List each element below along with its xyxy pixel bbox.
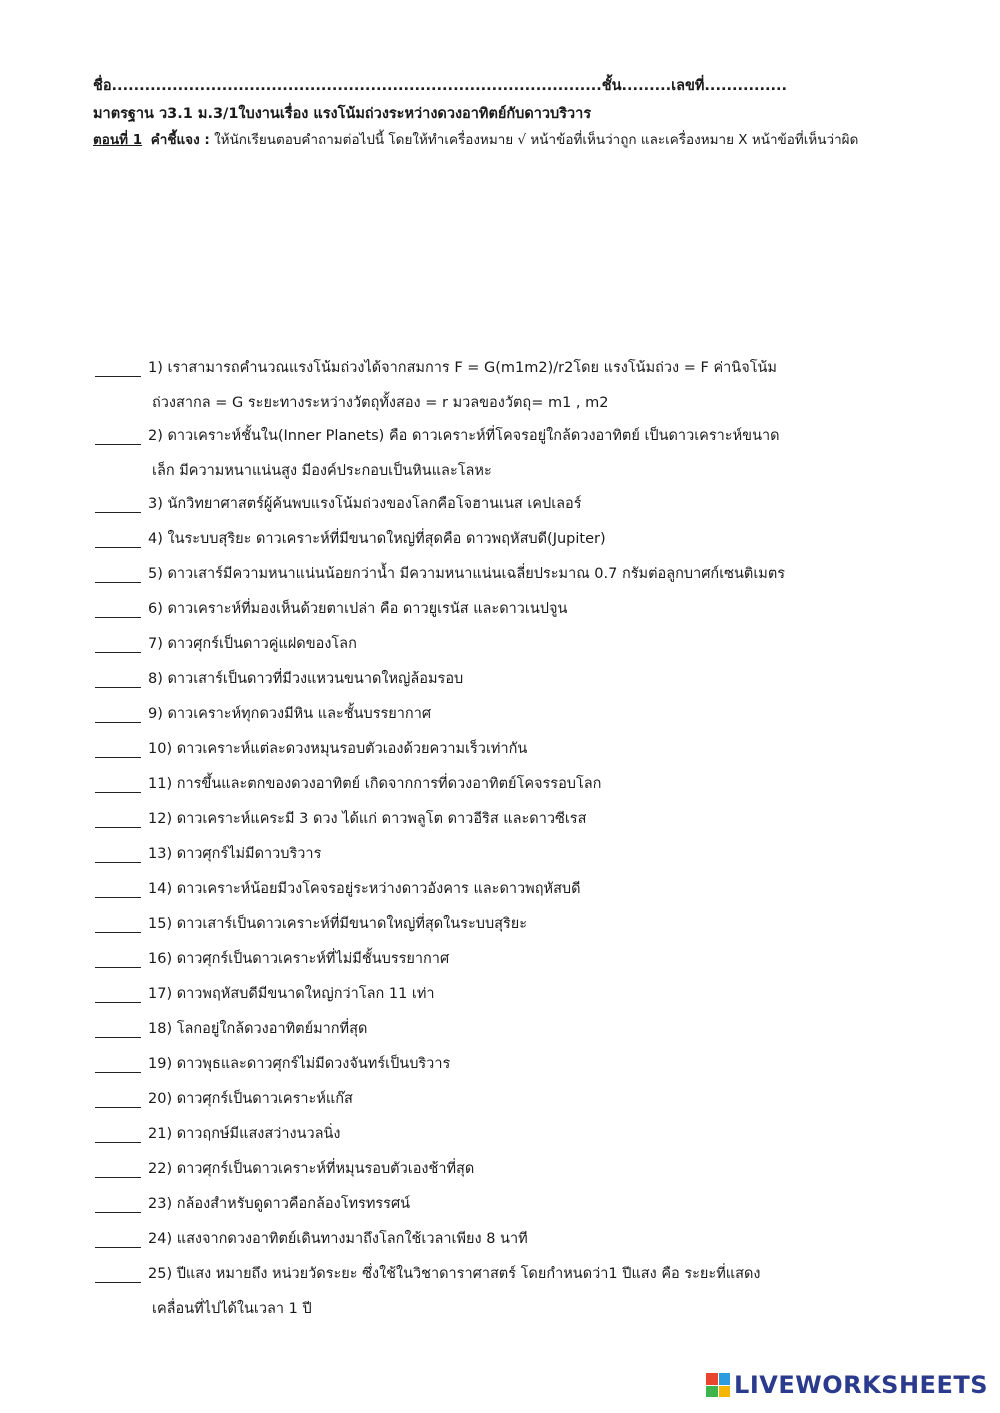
answer-blank[interactable] bbox=[95, 634, 141, 653]
answer-blank[interactable] bbox=[95, 879, 141, 898]
question-text bbox=[148, 1229, 528, 1250]
question-line: 17) ดาวพฤหัสบดีมีขนาดใหญ่กว่าโลก 11 เท่า bbox=[148, 986, 435, 1002]
question-item bbox=[95, 1159, 975, 1180]
question-line: 11) การขึ้นและตกของดวงอาทิตย์ เกิดจากการที่ดวงอาทิตย์โคจรรอบโลก bbox=[148, 776, 602, 792]
question-text bbox=[148, 426, 780, 481]
question-line: 6) ดาวเคราะห์ที่มองเห็นด้วยตาเปล่า คือ ดาวยูเรนัส และดาวเนปจูน bbox=[148, 601, 568, 617]
question-text bbox=[148, 634, 357, 655]
answer-blank[interactable] bbox=[95, 739, 141, 758]
question-item bbox=[95, 564, 975, 585]
question-line: 4) ในระบบสุริยะ ดาวเคราะห์ที่มีขนาดใหญ่ที่สุดคือ ดาวพฤหัสบดี(Jupiter) bbox=[148, 531, 606, 547]
question-text bbox=[148, 879, 581, 900]
answer-blank[interactable] bbox=[95, 984, 141, 1003]
question-line: 15) ดาวเสาร์เป็นดาวเคราะห์ที่มีขนาดใหญ่ที่สุดในระบบสุริยะ bbox=[148, 916, 528, 932]
answer-blank[interactable] bbox=[95, 774, 141, 793]
question-item bbox=[95, 984, 975, 1005]
answer-blank[interactable] bbox=[95, 669, 141, 688]
worksheet-header bbox=[93, 76, 973, 150]
question-text bbox=[148, 984, 435, 1005]
brand-text: LIVEWORKSHEETS bbox=[734, 1371, 988, 1399]
question-line-continued: เคลื่อนที่ไปได้ในเวลา 1 ปี bbox=[152, 1300, 312, 1317]
instruction-text: ให้นักเรียนตอบคำถามต่อไปนี้ โดยให้ทำเครื่องหมาย √ หน้าข้อที่เห็นว่าถูก และเครื่องหมาย X หน้าข้อที่เห็นว่าผิด bbox=[209, 132, 859, 148]
answer-blank[interactable] bbox=[95, 1159, 141, 1178]
question-text bbox=[148, 809, 586, 830]
question-text bbox=[148, 1124, 341, 1145]
question-item bbox=[95, 494, 975, 515]
question-line: 2) ดาวเคราะห์ชั้นใน(Inner Planets) คือ ดาวเคราะห์ที่โคจรอยู่ใกล้ดวงอาทิตย์ เป็นดาวเคราะห์ขนาด bbox=[148, 428, 780, 444]
question-item bbox=[95, 739, 975, 760]
question-text bbox=[148, 949, 449, 970]
question-item bbox=[95, 774, 975, 795]
answer-blank[interactable] bbox=[95, 599, 141, 618]
question-item bbox=[95, 704, 975, 725]
question-item bbox=[95, 669, 975, 690]
answer-blank[interactable] bbox=[95, 426, 141, 445]
question-line: 5) ดาวเสาร์มีความหนาแน่นน้อยกว่าน้ำ มีความหนาแน่นเฉลี่ยประมาณ 0.7 กรัมต่อลูกบาศก์เซนติเมตร bbox=[148, 566, 786, 582]
answer-blank[interactable] bbox=[95, 494, 141, 513]
answer-blank[interactable] bbox=[95, 809, 141, 828]
answer-blank[interactable] bbox=[95, 1124, 141, 1143]
logo-mark-icon bbox=[706, 1373, 730, 1397]
question-line: 12) ดาวเคราะห์แคระมี 3 ดวง ได้แก่ ดาวพลูโต ดาวอีริส และดาวซีเรส bbox=[148, 811, 587, 827]
answer-blank[interactable] bbox=[95, 704, 141, 723]
question-text bbox=[148, 1054, 450, 1075]
logo-square-3 bbox=[706, 1386, 718, 1398]
worksheet-title: มาตรฐาน ว3.1 ม.3/1ใบงานเรื่อง แรงโน้มถ่วงระหว่างดวงอาทิตย์กับดาวบริวาร bbox=[93, 106, 592, 122]
question-item bbox=[95, 634, 975, 655]
logo-square-2 bbox=[719, 1373, 731, 1385]
question-line: 9) ดาวเคราะห์ทุกดวงมีหิน และชั้นบรรยากาศ bbox=[148, 706, 432, 722]
question-item bbox=[95, 844, 975, 865]
question-line: 3) นักวิทยาศาสตร์ผู้ค้นพบแรงโน้มถ่วงของโลกคือโจฮานเนส เคปเลอร์ bbox=[148, 496, 582, 512]
question-line: 13) ดาวศุกร์ไม่มีดาวบริวาร bbox=[148, 846, 322, 862]
liveworksheets-logo bbox=[706, 1371, 988, 1399]
question-item bbox=[95, 1124, 975, 1145]
question-text bbox=[148, 1194, 410, 1215]
question-line: 25) ปีแสง หมายถึง หน่วยวัดระยะ ซึ่งใช้ในวิชาดาราศาสตร์ โดยกำหนดว่า1 ปีแสง คือ ระยะที่แสดง bbox=[148, 1266, 761, 1282]
answer-blank[interactable] bbox=[95, 529, 141, 548]
question-text bbox=[148, 1089, 353, 1110]
answer-blank[interactable] bbox=[95, 914, 141, 933]
question-line: 1) เราสามารถคำนวณแรงโน้มถ่วงได้จากสมการ F = G(m1m2)/r2โดย แรงโน้มถ่วง = F ค่านิจโน้ม bbox=[148, 360, 777, 376]
question-item bbox=[95, 529, 975, 550]
answer-blank[interactable] bbox=[95, 1264, 141, 1283]
question-line: 19) ดาวพุธและดาวศุกร์ไม่มีดวงจันทร์เป็นบริวาร bbox=[148, 1056, 451, 1072]
question-text bbox=[148, 844, 321, 865]
instruction-label: คำชี้แจง : bbox=[150, 132, 210, 148]
question-text bbox=[148, 358, 777, 413]
question-text bbox=[148, 599, 567, 620]
question-text bbox=[148, 1264, 760, 1319]
question-line: 7) ดาวศุกร์เป็นดาวคู่แฝดของโลก bbox=[148, 636, 357, 652]
question-line: 24) แสงจากดวงอาทิตย์เดินทางมาถึงโลกใช้เวลาเพียง 8 นาที bbox=[148, 1231, 528, 1247]
question-item bbox=[95, 1054, 975, 1075]
answer-blank[interactable] bbox=[95, 1054, 141, 1073]
question-item bbox=[95, 358, 975, 413]
answer-blank[interactable] bbox=[95, 1019, 141, 1038]
logo-square-4 bbox=[719, 1386, 731, 1398]
question-text bbox=[148, 494, 582, 515]
question-text bbox=[148, 1019, 367, 1040]
question-item bbox=[95, 949, 975, 970]
question-item bbox=[95, 879, 975, 900]
question-line: 14) ดาวเคราะห์น้อยมีวงโคจรอยู่ระหว่างดาวอังคาร และดาวพฤหัสบดี bbox=[148, 881, 581, 897]
question-text bbox=[148, 704, 431, 725]
question-text bbox=[148, 774, 601, 795]
student-info-line: ชื่อ.........................................................................................ชั้น.........เลขที่............... bbox=[93, 78, 788, 94]
question-line: 20) ดาวศุกร์เป็นดาวเคราะห์แก๊ส bbox=[148, 1091, 353, 1107]
answer-blank[interactable] bbox=[95, 358, 141, 377]
question-item bbox=[95, 914, 975, 935]
question-line: 10) ดาวเคราะห์แต่ละดวงหมุนรอบตัวเองด้วยความเร็วเท่ากัน bbox=[148, 741, 528, 757]
question-line: 22) ดาวศุกร์เป็นดาวเคราะห์ที่หมุนรอบตัวเองช้าที่สุด bbox=[148, 1161, 475, 1177]
instructions bbox=[93, 130, 973, 150]
question-text bbox=[148, 914, 527, 935]
question-text bbox=[148, 564, 785, 585]
question-item bbox=[95, 599, 975, 620]
answer-blank[interactable] bbox=[95, 564, 141, 583]
question-item bbox=[95, 426, 975, 481]
question-text bbox=[148, 1159, 474, 1180]
question-item bbox=[95, 1019, 975, 1040]
question-line: 21) ดาวฤกษ์มีแสงสว่างนวลนิ่ง bbox=[148, 1126, 341, 1142]
question-text bbox=[148, 739, 527, 760]
answer-blank[interactable] bbox=[95, 1194, 141, 1213]
question-text bbox=[148, 669, 463, 690]
answer-blank[interactable] bbox=[95, 1089, 141, 1108]
answer-blank[interactable] bbox=[95, 1229, 141, 1248]
question-line: 23) กล้องสำหรับดูดาวคือกล้องโทรทรรศน์ bbox=[148, 1196, 411, 1212]
question-item bbox=[95, 1089, 975, 1110]
part-label: ตอนที่ 1 bbox=[93, 132, 143, 148]
question-item bbox=[95, 1264, 975, 1319]
question-line-continued: เล็ก มีความหนาแน่นสูง มีองค์ประกอบเป็นหินและโลหะ bbox=[152, 462, 492, 479]
logo-square-1 bbox=[706, 1373, 718, 1385]
answer-blank[interactable] bbox=[95, 844, 141, 863]
question-line: 8) ดาวเสาร์เป็นดาวที่มีวงแหวนขนาดใหญ่ล้อมรอบ bbox=[148, 671, 464, 687]
question-line: 18) โลกอยู่ใกล้ดวงอาทิตย์มากที่สุด bbox=[148, 1021, 368, 1037]
question-text bbox=[148, 529, 606, 550]
question-line-continued: ถ่วงสากล = G ระยะทางระหว่างวัตถุทั้งสอง = r มวลของวัตถุ= m1 , m2 bbox=[152, 394, 609, 411]
answer-blank[interactable] bbox=[95, 949, 141, 968]
question-item bbox=[95, 809, 975, 830]
question-list bbox=[95, 358, 975, 1332]
question-line: 16) ดาวศุกร์เป็นดาวเคราะห์ที่ไม่มีชั้นบรรยากาศ bbox=[148, 951, 450, 967]
question-item bbox=[95, 1194, 975, 1215]
question-item bbox=[95, 1229, 975, 1250]
